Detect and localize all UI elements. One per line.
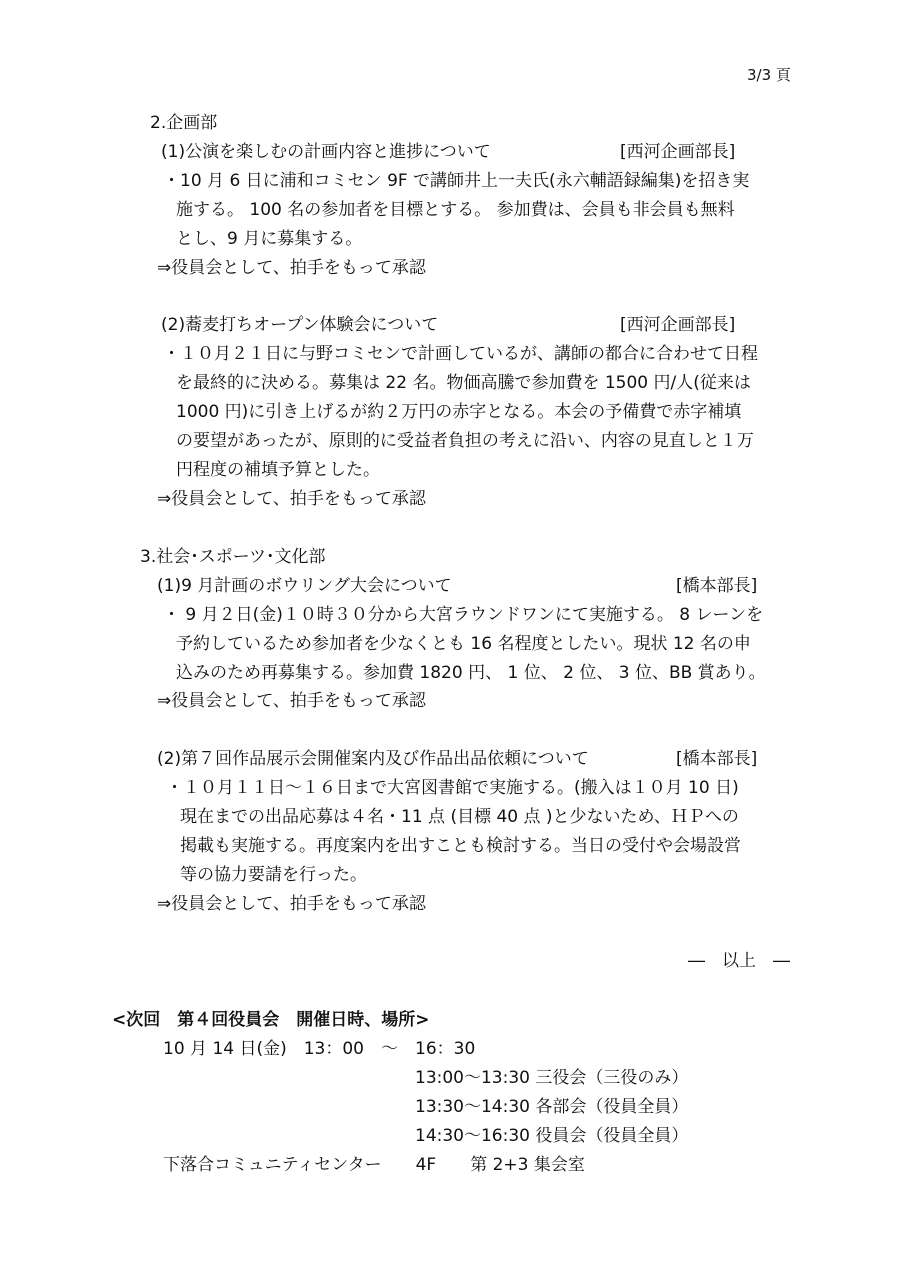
item-line: 掲載も実施する。再度案内を出すことも検討する。当日の受付や会場設営 bbox=[180, 836, 741, 856]
item-reporter-bowling: [橋本部長] bbox=[676, 576, 758, 596]
item-title-bowling: (1)9 月計画のボウリング大会について bbox=[157, 576, 452, 596]
next-meeting-date: 10 月 14 日(金) 13：00 ～ 16：30 bbox=[163, 1039, 476, 1059]
schedule-item: 13:30～14:30 各部会（役員全員） bbox=[415, 1097, 689, 1117]
item-line: 予約しているため参加者を少なくとも 16 名程度としたい。現状 12 名の申 bbox=[176, 634, 751, 654]
item-title-soba: (2)蕎麦打ちオープン体験会について bbox=[161, 315, 439, 335]
item-line: とし、9 月に募集する。 bbox=[176, 229, 363, 249]
item-reporter-performance: [西河企画部長] bbox=[620, 142, 736, 162]
item-line: 等の協力要請を行った。 bbox=[180, 865, 367, 885]
item-line: 1000 円)に引き上げるが約２万円の赤字となる。本会の予備費で赤字補填 bbox=[176, 402, 742, 422]
item-line: 円程度の補填予算とした。 bbox=[176, 460, 380, 480]
item-line: を最終的に決める。募集は 22 名。物価高騰で参加費を 1500 円/人(従来は bbox=[176, 373, 751, 393]
item-line: 施する。 100 名の参加者を目標とする。 参加費は、会員も非会員も無料 bbox=[176, 200, 735, 220]
schedule-item: 14:30～16:30 役員会（役員全員） bbox=[415, 1126, 689, 1146]
next-meeting-venue: 下落合コミュニティセンター 4F 第 2+3 集会室 bbox=[163, 1155, 585, 1175]
approval-text: ⇒役員会として、拍手をもって承認 bbox=[157, 489, 426, 509]
item-line: の要望があったが、原則的に受益者負担の考えに沿い、内容の見直しと１万 bbox=[176, 431, 754, 451]
item-title-exhibition: (2)第７回作品展示会開催案内及び作品出品依頼について bbox=[157, 749, 589, 769]
item-line: ・１０月１１日～１６日まで大宮図書館で実施する。(搬入は１０月 10 日) bbox=[166, 778, 739, 798]
section-heading-social: 3.社会･スポーツ･文化部 bbox=[140, 547, 326, 567]
item-line: ・１０月２１日に与野コミセンで計画しているが、講師の都合に合わせて日程 bbox=[163, 344, 758, 364]
approval-text: ⇒役員会として、拍手をもって承認 bbox=[157, 894, 426, 914]
schedule-item: 13:00～13:30 三役会（三役のみ） bbox=[415, 1068, 689, 1088]
item-reporter-exhibition: [橋本部長] bbox=[676, 749, 758, 769]
page-number: 3/3 頁 bbox=[747, 66, 791, 84]
item-line: 込みのため再募集する。参加費 1820 円、 1 位、 2 位、 3 位、BB 賞あり。 bbox=[176, 663, 766, 683]
item-line: ・ 9 月２日(金)１０時３０分から大宮ラウンドワンにて実施する。 8 レーンを bbox=[163, 605, 764, 625]
item-title-performance: (1)公演を楽しむの計画内容と進捗について bbox=[161, 142, 491, 162]
approval-text: ⇒役員会として、拍手をもって承認 bbox=[157, 258, 426, 278]
next-meeting-heading: <次回 第４回役員会 開催日時、場所> bbox=[112, 1010, 430, 1030]
item-line: 現在までの出品応募は４名・11 点 (目標 40 点 )と少ないため、ＨＰへの bbox=[180, 807, 739, 827]
closing-mark: ― 以上 ― bbox=[688, 951, 790, 971]
approval-text: ⇒役員会として、拍手をもって承認 bbox=[157, 691, 426, 711]
item-reporter-soba: [西河企画部長] bbox=[620, 315, 736, 335]
item-line: ・10 月 6 日に浦和コミセン 9F で講師井上一夫氏(永六輔語録編集)を招き実 bbox=[163, 171, 750, 191]
section-heading-planning: 2.企画部 bbox=[150, 113, 218, 133]
